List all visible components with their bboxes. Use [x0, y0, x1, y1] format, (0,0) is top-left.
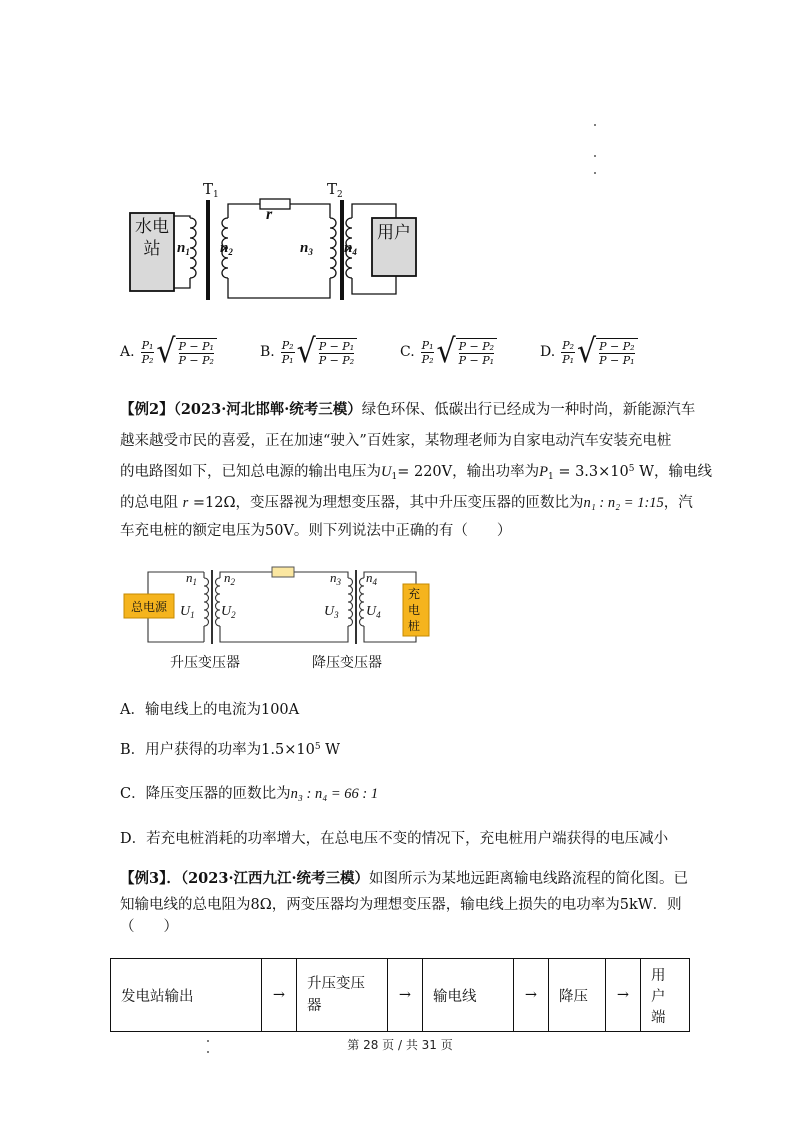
square-root: √ P − P₂ P − P₁: [436, 337, 497, 367]
fraction: $\frac{\text{P₂}}{\text{P₁}}$: [562, 338, 574, 366]
fraction: $\frac{\text{P₁}}{\text{P₂}}$: [421, 338, 434, 366]
resistor-label: r: [266, 206, 273, 223]
voltage-u4-label: $U_4$: [366, 604, 381, 620]
example2-line4: 的总电阻 r =12Ω，变压器视为理想变压器，其中升压变压器的匝数比为n₁ : n₂ = 1:15，汽: [120, 495, 693, 511]
example2-source: （2023·河北邯郸·统考三模）: [173, 401, 362, 418]
example3-line2: 知输电线的总电阻为8Ω，两变压器均为理想变压器，输电线上损失的电功率为5kW．则: [120, 897, 682, 913]
example2-heading: 【例2】: [120, 401, 174, 418]
charging-pile-box: 充电桩: [407, 587, 420, 633]
option-a[interactable]: [120, 330, 217, 374]
flow-arrow: →: [514, 959, 549, 1032]
voltage-u3-label: $U_3$: [324, 604, 339, 620]
flow-cell-step-up: 升压变压 器: [297, 959, 388, 1032]
flow-cell-transmission-line: 输电线: [423, 959, 514, 1032]
flow-arrow: →: [606, 959, 641, 1032]
choice-d[interactable]: D．若充电桩消耗的功率增大，在总电压不变的情况下，充电桩用户端获得的电压减小: [120, 831, 669, 847]
option-letter: A.: [120, 344, 135, 360]
choice-a[interactable]: A．输电线上的电流为100A: [120, 702, 300, 718]
choice-c[interactable]: C．降压变压器的匝数比为n₃ : n₄ = 66 : 1: [120, 786, 379, 802]
option-d[interactable]: [540, 330, 638, 374]
voltage-u2-label: $U_2$: [221, 604, 236, 620]
example2-line3: 的电路图如下，已知总电源的输出电压为$U_1= 220V$，输出功率为$P_1 = 3.3\times 10^5$ W，输电线: [120, 464, 712, 482]
option-letter: C.: [400, 344, 415, 360]
choice-b[interactable]: B．用户获得的功率为$1.5\times 10^5$ W: [120, 742, 341, 758]
fraction: $\frac{\text{P₂}}{\text{P₁}}$: [281, 338, 294, 366]
voltage-u1-label: $U_1$: [180, 604, 195, 620]
dot-mark: [594, 172, 596, 174]
page-footer: 第 28 页 / 共 31 页: [347, 1038, 453, 1052]
option-c[interactable]: [400, 330, 497, 374]
power-source-box: 总电源: [130, 600, 167, 614]
step-down-transformer-label: 降压变压器: [312, 655, 382, 671]
flow-arrow: →: [262, 959, 297, 1032]
table-row: [111, 959, 690, 1032]
transformer-t2-label: $T_2$: [327, 180, 343, 200]
example3-line3: （ ）: [120, 919, 178, 935]
coil-n4-label: $n_4$: [344, 240, 357, 257]
dot-mark: [594, 124, 596, 126]
transmission-flow-table: [110, 958, 690, 1032]
square-root: √ P − P₁ P − P₂: [156, 337, 217, 367]
user-box: 用户: [377, 223, 411, 243]
hydro-station-box: 水电站: [135, 217, 169, 259]
coil-n1-label: $n_1$: [177, 240, 190, 257]
example3-source: （2023·江西九江·统考三模）: [180, 870, 370, 887]
coil-n1-label: $n_1$: [186, 570, 197, 587]
option-letter: B.: [260, 344, 275, 360]
coil-n3-label: $n_3$: [330, 570, 341, 587]
example2-line2: 越来越受市民的喜爱，正在加速“驶入”百姓家，某物理老师为自家电动汽车安装充电桩: [120, 433, 672, 449]
example2-line1: 【例2】（2023·河北邯郸·统考三模）绿色环保、低碳出行已经成为一种时尚，新能源汽车: [120, 401, 696, 418]
option-b[interactable]: [260, 330, 357, 374]
option-letter: D.: [540, 344, 556, 360]
square-root: √ P − P₁ P − P₂: [297, 337, 358, 367]
fraction: $\frac{\text{P₁}}{\text{P₂}}$: [141, 338, 154, 366]
square-root: √ P − P₂ P − P₁: [577, 337, 638, 367]
step-up-transformer-label: 升压变压器: [170, 655, 240, 671]
coil-n4-label: $n_4$: [366, 570, 377, 587]
example3-line1: 【例3】．（2023·江西九江·统考三模）如图所示为某地远距离输电线路流程的简化图。已: [120, 870, 689, 887]
example3-heading: 【例3】．: [120, 870, 181, 887]
dot-mark: [594, 155, 596, 157]
flow-arrow: →: [388, 959, 423, 1032]
flow-cell-step-down: 降压: [549, 959, 606, 1032]
coil-n2-label: $n_2$: [220, 240, 233, 257]
flow-cell-user-end: 用户端: [641, 959, 690, 1032]
transformer-t1-label: $T_1$: [203, 180, 219, 200]
flow-cell-generator: 发电站输出: [111, 959, 262, 1032]
example2-line5: 车充电桩的额定电压为50V。则下列说法中正确的有（ ）: [120, 523, 512, 539]
coil-n3-label: $n_3$: [300, 240, 313, 257]
coil-n2-label: $n_2$: [224, 570, 235, 587]
